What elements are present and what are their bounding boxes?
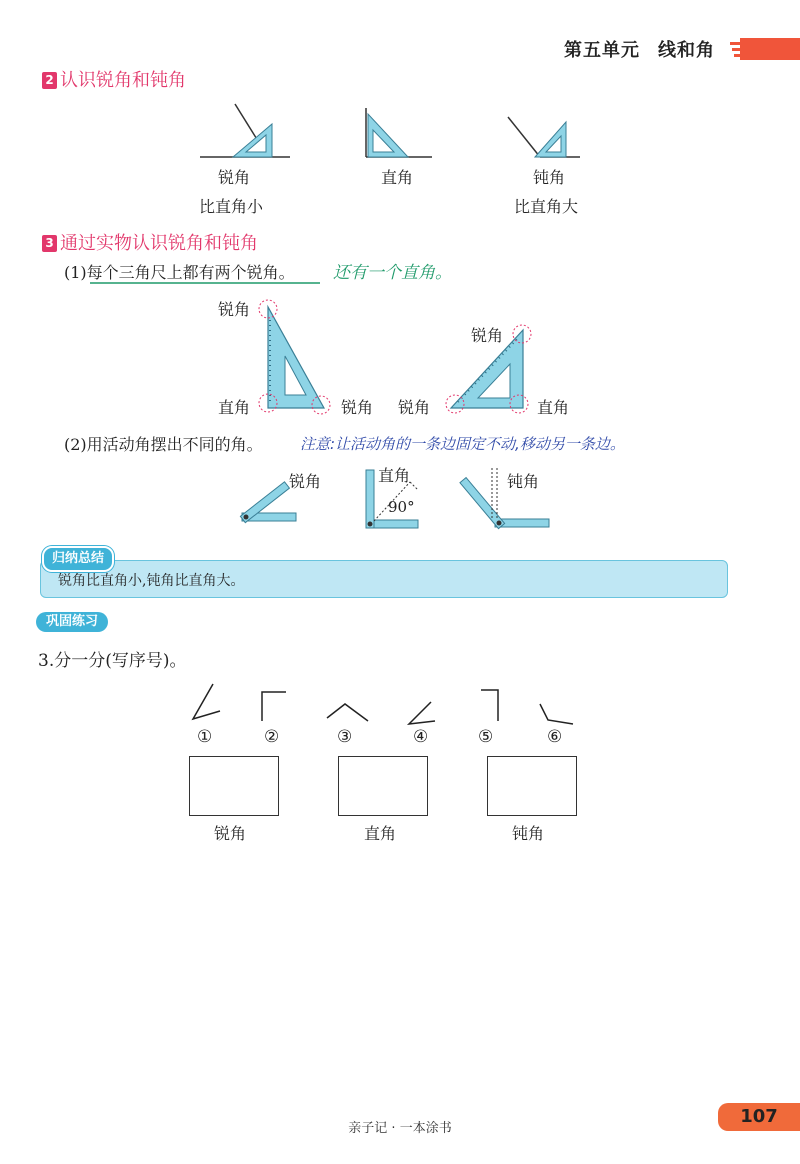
movable-right-degree: 90° (388, 498, 415, 516)
point2-handwritten-note: 注意:让活动角的一条边固定不动,移动另一条边。 (300, 435, 625, 453)
practice-tag: 巩固练习 (36, 612, 108, 632)
point1-text: (1)每个三角尺上都有两个锐角。 (64, 263, 295, 282)
figure-number-2: ② (264, 727, 280, 747)
figure-number-1: ① (197, 727, 213, 747)
point1-handwritten-note: 还有一个直角。 (333, 263, 452, 283)
label-acute: 锐角 (218, 168, 251, 187)
answer-label-obtuse: 钝角 (512, 824, 545, 843)
right-ruler-br-label: 直角 (537, 398, 570, 417)
answer-box-obtuse[interactable] (487, 756, 577, 816)
movable-angle-acute (240, 482, 296, 523)
set-square-right (366, 108, 432, 157)
question-title: 3.分一分(写序号)。 (38, 651, 187, 671)
point2-text: (2)用活动角摆出不同的角。 (64, 435, 263, 454)
page-number: 107 (718, 1103, 800, 1131)
section3-number: 3 (42, 235, 57, 252)
topic-label: 线和角 (658, 40, 715, 61)
figure-number-5: ⑤ (478, 727, 494, 747)
movable-acute-label: 锐角 (289, 472, 322, 491)
set-square-obtuse (508, 117, 580, 157)
movable-right-label: 直角 (378, 466, 411, 485)
practice-angles (193, 684, 573, 724)
left-ruler-bl-label: 直角 (218, 398, 251, 417)
unit-label: 第五单元 (564, 40, 640, 61)
right-ruler-bl-label: 锐角 (398, 398, 431, 417)
answer-box-right[interactable] (338, 756, 428, 816)
movable-obtuse-label: 钝角 (507, 472, 540, 491)
answer-label-right: 直角 (364, 824, 397, 843)
figure-number-4: ④ (413, 727, 429, 747)
triangle-ruler-left (259, 300, 330, 414)
section3-title (42, 229, 258, 255)
section3-title-text: 通过实物认识锐角和钝角 (60, 233, 258, 254)
left-ruler-top-label: 锐角 (218, 300, 251, 319)
right-ruler-top-label: 锐角 (471, 326, 504, 345)
section2-number: 2 (42, 72, 57, 89)
figure-number-6: ⑥ (547, 727, 563, 747)
label-obtuse: 钝角 (533, 168, 566, 187)
figure-number-3: ③ (337, 727, 353, 747)
answer-box-acute[interactable] (189, 756, 279, 816)
label-acute-compare: 比直角小 (199, 197, 264, 216)
set-square-acute (200, 104, 290, 157)
label-right: 直角 (381, 168, 414, 187)
summary-text: 锐角比直角小,钝角比直角大。 (58, 573, 245, 589)
section2-title-text: 认识锐角和钝角 (60, 70, 186, 91)
footer-text: 亲子记 · 一本涂书 (348, 1121, 452, 1136)
answer-label-acute: 锐角 (214, 824, 247, 843)
label-obtuse-compare: 比直角大 (514, 197, 579, 216)
summary-tag: 归纳总结 (42, 546, 114, 572)
left-ruler-br-label: 锐角 (341, 398, 374, 417)
